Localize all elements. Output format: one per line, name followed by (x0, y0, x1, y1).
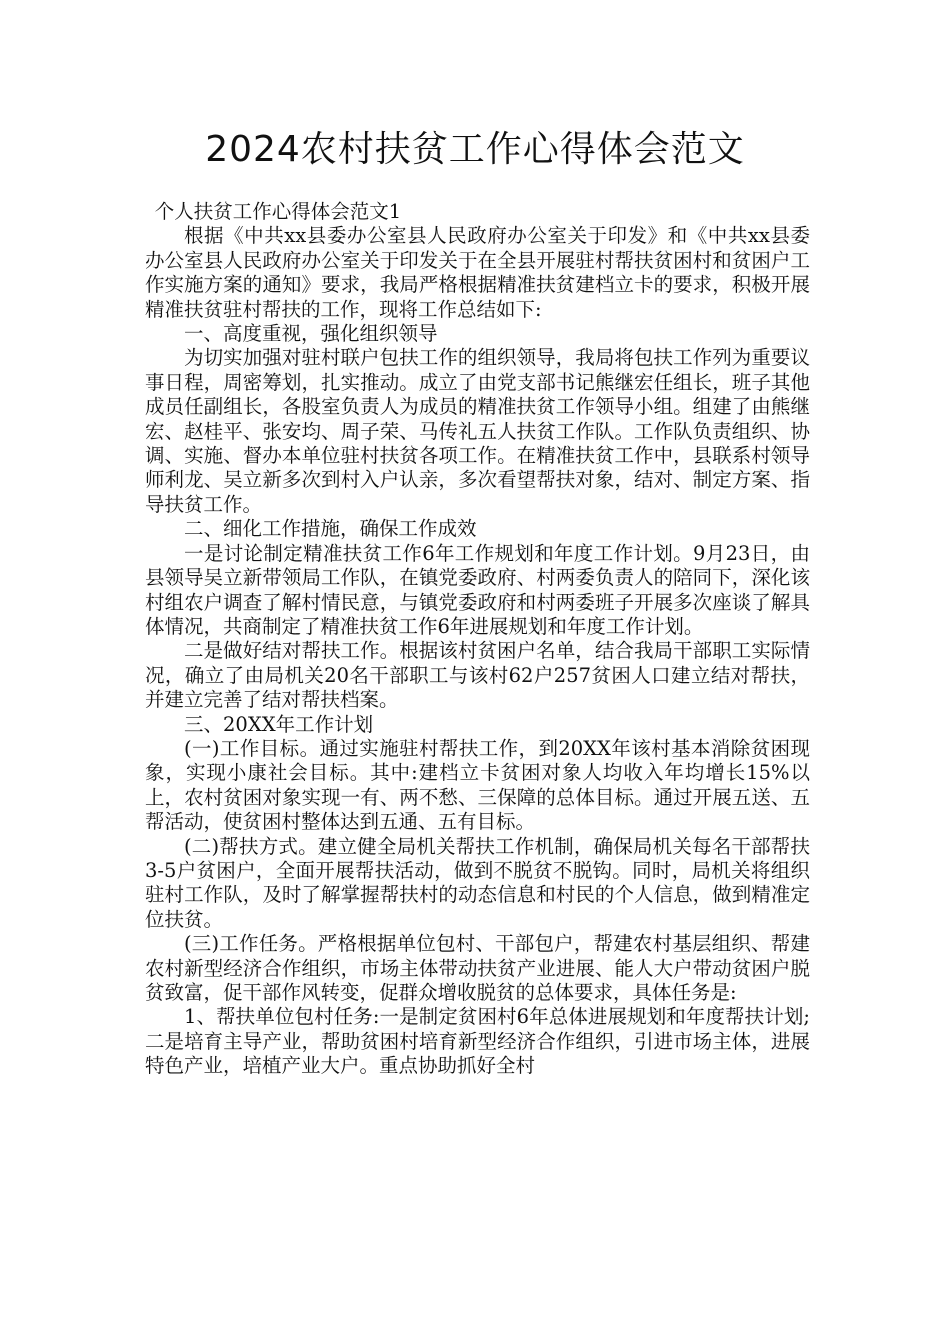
paragraph: (二)帮扶方式。建立健全局机关帮扶工作机制，确保局机关每名干部帮扶3-5户贫困户，全面开展帮扶活动，做到不脱贫不脱钩。同时，局机关将组织驻村工作队，及时了解掌握帮扶村的动态信息和村民的个人信息，做到精准定位扶贫。 (145, 834, 810, 931)
paragraph: 一是讨论制定精准扶贫工作6年工作规划和年度工作计划。9月23日，由县领导吴立新带领局工作队，在镇党委政府、村两委负责人的陪同下，深化该村组农户调查了解村情民意，与镇党委政府和村两委班子开展多次座谈了解具体情况，共商制定了精准扶贫工作6年进展规划和年度工作计划。 (145, 541, 810, 638)
section-heading: 一、高度重视，强化组织领导 (184, 322, 438, 346)
paragraph: 为切实加强对驻村联户包扶工作的组织领导，我局将包扶工作列为重要议事日程，周密筹划，扎实推动。成立了由党支部书记熊继宏任组长，班子其他成员任副组长，各股室负责人为成员的精准扶贫工作领导小组。组建了由熊继宏、赵桂平、张安均、周子荣、马传礼五人扶贫工作队。工作队负责组织、协调、实施、督办本单位驻村扶贫各项工作。在精准扶贫工作中，县联系村领导师利龙、吴立新多次到村入户认亲，多次看望帮扶对象，结对、制定方案、指导扶贫工作。 (145, 346, 810, 516)
paragraph: (一)工作目标。通过实施驻村帮扶工作，到20XX年该村基本消除贫困现象，实现小康社会目标。其中:建档立卡贫困对象人均收入年均增长15%以上，农村贫困对象实现一有、两不愁、三保障的总体目标。通过开展五送、五帮活动，使贫困村整体达到五通、五有目标。 (145, 736, 810, 834)
paragraph: 根据《中共xx县委办公室县人民政府办公室关于印发》和《中共xx县委办公室县人民政府办公室关于印发关于在全县开展驻村帮扶贫困村和贫困户工作实施方案的通知》要求，我局严格根据精准扶贫建档立卡的要求，积极开展精准扶贫驻村帮扶的工作，现将工作总结如下: (145, 224, 810, 321)
paragraph: 二是做好结对帮扶工作。根据该村贫困户名单，结合我局干部职工实际情况，确立了由局机关20名干部职工与该村62户257贫困人口建立结对帮扶，并建立完善了结对帮扶档案。 (145, 639, 810, 712)
paragraph: 1、帮扶单位包村任务:一是制定贫困村6年总体进展规划和年度帮扶计划;二是培育主导产业，帮助贫困村培育新型经济合作组织，引进市场主体，进展特色产业，培植产业大户。重点协助抓好全村 (145, 1005, 810, 1078)
page-title: 2024农村扶贫工作心得体会范文 (205, 129, 745, 170)
document-body (145, 200, 810, 1079)
section-subtitle: 个人扶贫工作心得体会范文1 (154, 200, 402, 223)
section-heading: 三、20XX年工作计划 (184, 712, 374, 736)
paragraph: (三)工作任务。严格根据单位包村、干部包户，帮建农村基层组织、帮建农村新型经济合作组织，市场主体带动扶贫产业进展、能人大户带动贫困户脱贫致富，促干部作风转变，促群众增收脱贫的总体要求，具体任务是: (145, 932, 810, 1004)
section-heading: 二、细化工作措施，确保工作成效 (184, 517, 477, 541)
